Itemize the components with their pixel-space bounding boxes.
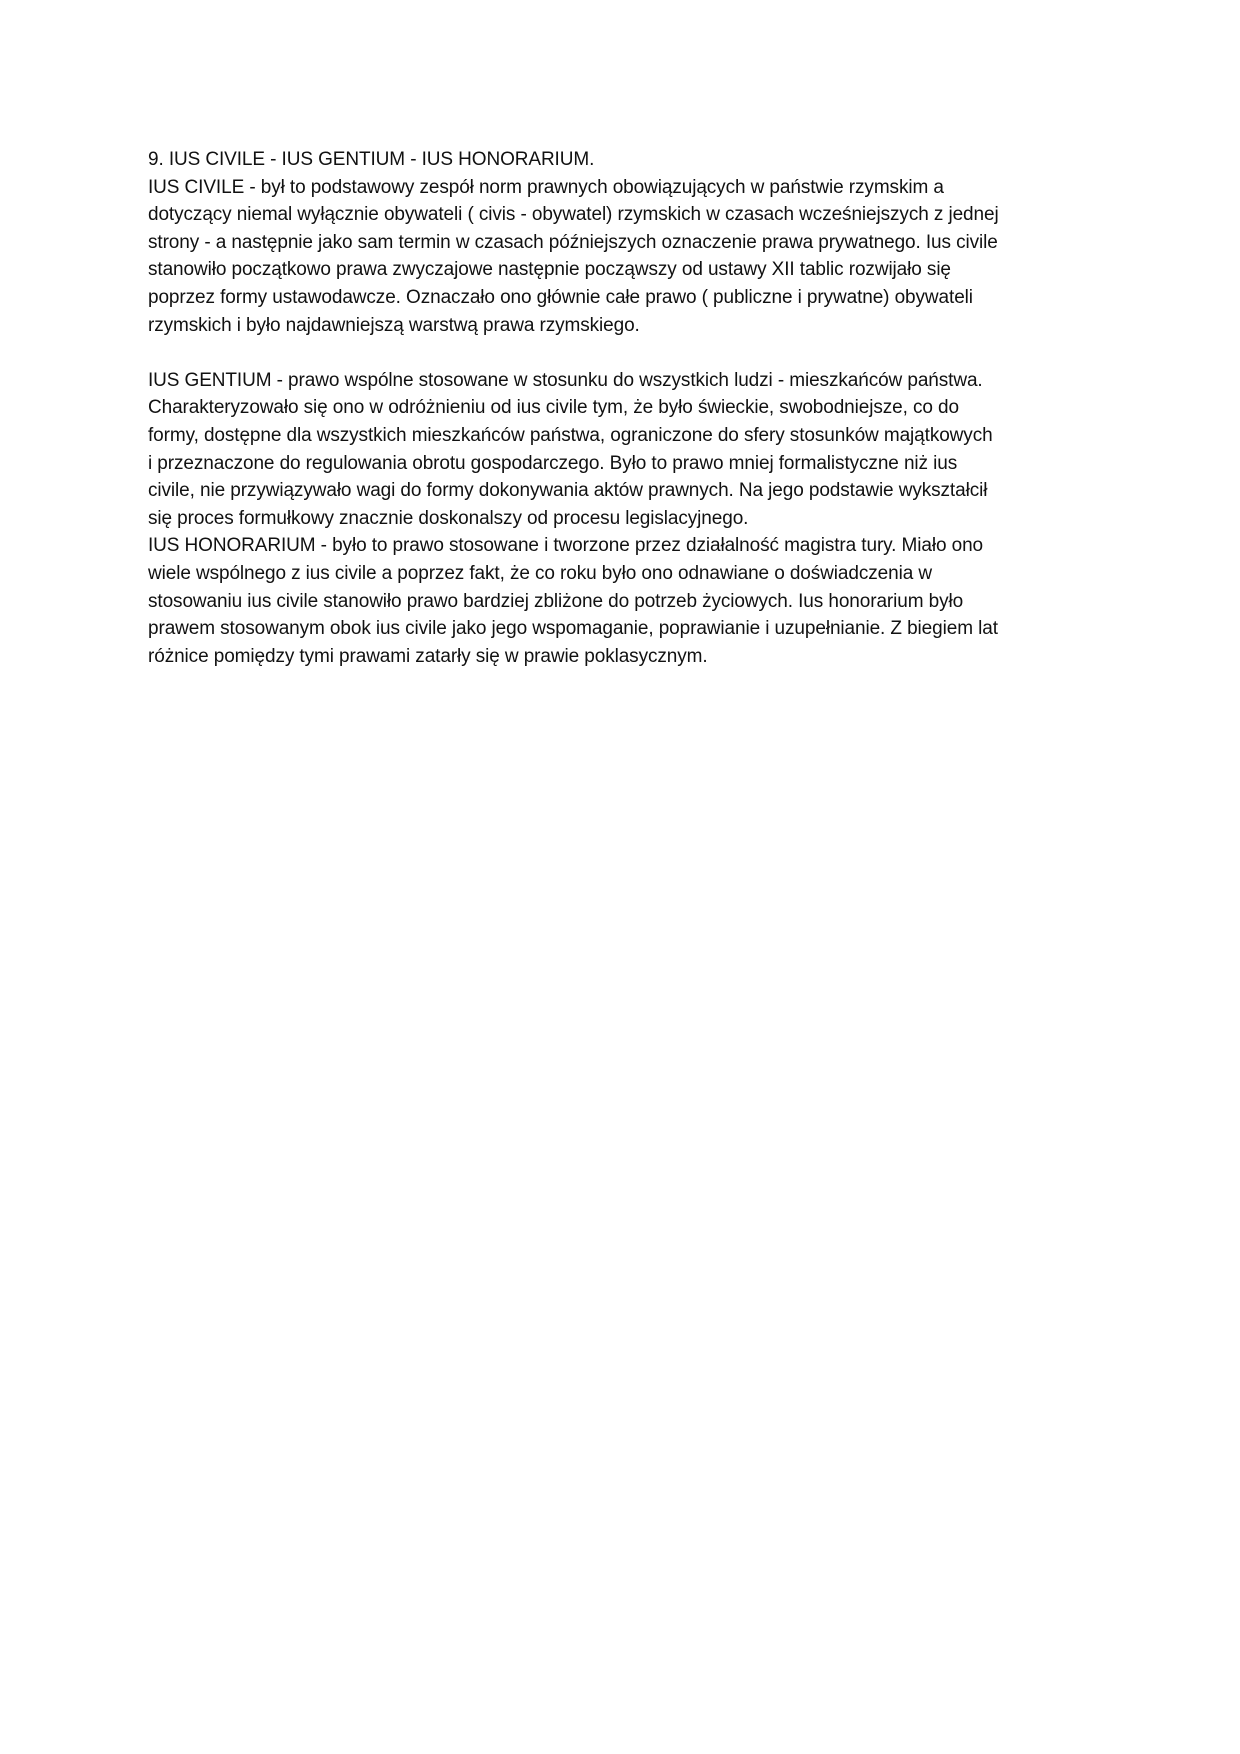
paragraph-line: IUS HONORARIUM - było to prawo stosowane i tworzone przez działalność magistra tury. Miało ono	[148, 535, 984, 557]
paragraph-line: prawem stosowanym obok ius civile jako jego wspomaganie, poprawianie i uzupełnianie. Z biegiem lat	[148, 618, 998, 640]
paragraph-line: poprzez formy ustawodawcze. Oznaczało ono głównie całe prawo ( publiczne i prywatne) obywateli	[148, 286, 973, 308]
paragraph-line: formy, dostępne dla wszystkich mieszkańców państwa, ograniczone do sfery stosunków majątkowych	[148, 424, 993, 446]
paragraph-line: civile, nie przywiązywało wagi do formy dokonywania aktów prawnych. Na jego podstawie wykształcił	[148, 480, 988, 502]
paragraph-line: wiele wspólnego z ius civile a poprzez fakt, że co roku było ono odnawiane o doświadczenia w	[148, 562, 932, 584]
paragraph-line: stosowaniu ius civile stanowiło prawo bardziej zbliżone do potrzeb życiowych. Ius honorarium było	[148, 590, 964, 612]
paragraph-line: dotyczący niemal wyłącznie obywateli ( civis - obywatel) rzymskich w czasach wcześniejszych z jednej	[148, 204, 999, 226]
paragraph-line: stanowiło początkowo prawa zwyczajowe następnie począwszy od ustawy XII tablic rozwijało się	[148, 259, 951, 281]
section-ius-gentium	[148, 367, 1098, 533]
paragraph-spacer	[148, 339, 1098, 367]
document-heading: 9. IUS CIVILE - IUS GENTIUM - IUS HONORARIUM.	[148, 149, 595, 170]
section-ius-honorarium	[148, 532, 1098, 670]
paragraph-line: IUS CIVILE - był to podstawowy zespół norm prawnych obowiązujących w państwie rzymskim a	[148, 176, 944, 198]
paragraph-line: IUS GENTIUM - prawo wspólne stosowane w stosunku do wszystkich ludzi - mieszkańców państwa.	[148, 369, 983, 391]
paragraph-line: i przeznaczone do regulowania obrotu gospodarczego. Było to prawo mniej formalistyczne niż ius	[148, 452, 958, 474]
paragraph-line: różnice pomiędzy tymi prawami zatarły się w prawie poklasycznym.	[148, 645, 708, 667]
paragraph-line: Charakteryzowało się ono w odróżnieniu od ius civile tym, że było świeckie, swobodniejsze, co do	[148, 397, 959, 419]
document-body	[148, 146, 1098, 670]
paragraph-line: strony - a następnie jako sam termin w czasach późniejszych oznaczenie prawa prywatnego. Ius civile	[148, 231, 998, 253]
paragraph-line: się proces formułkowy znacznie doskonalszy od procesu legislacyjnego.	[148, 507, 749, 529]
paragraph-line: rzymskich i było najdawniejszą warstwą prawa rzymskiego.	[148, 314, 640, 336]
section-ius-civile	[148, 174, 1098, 340]
